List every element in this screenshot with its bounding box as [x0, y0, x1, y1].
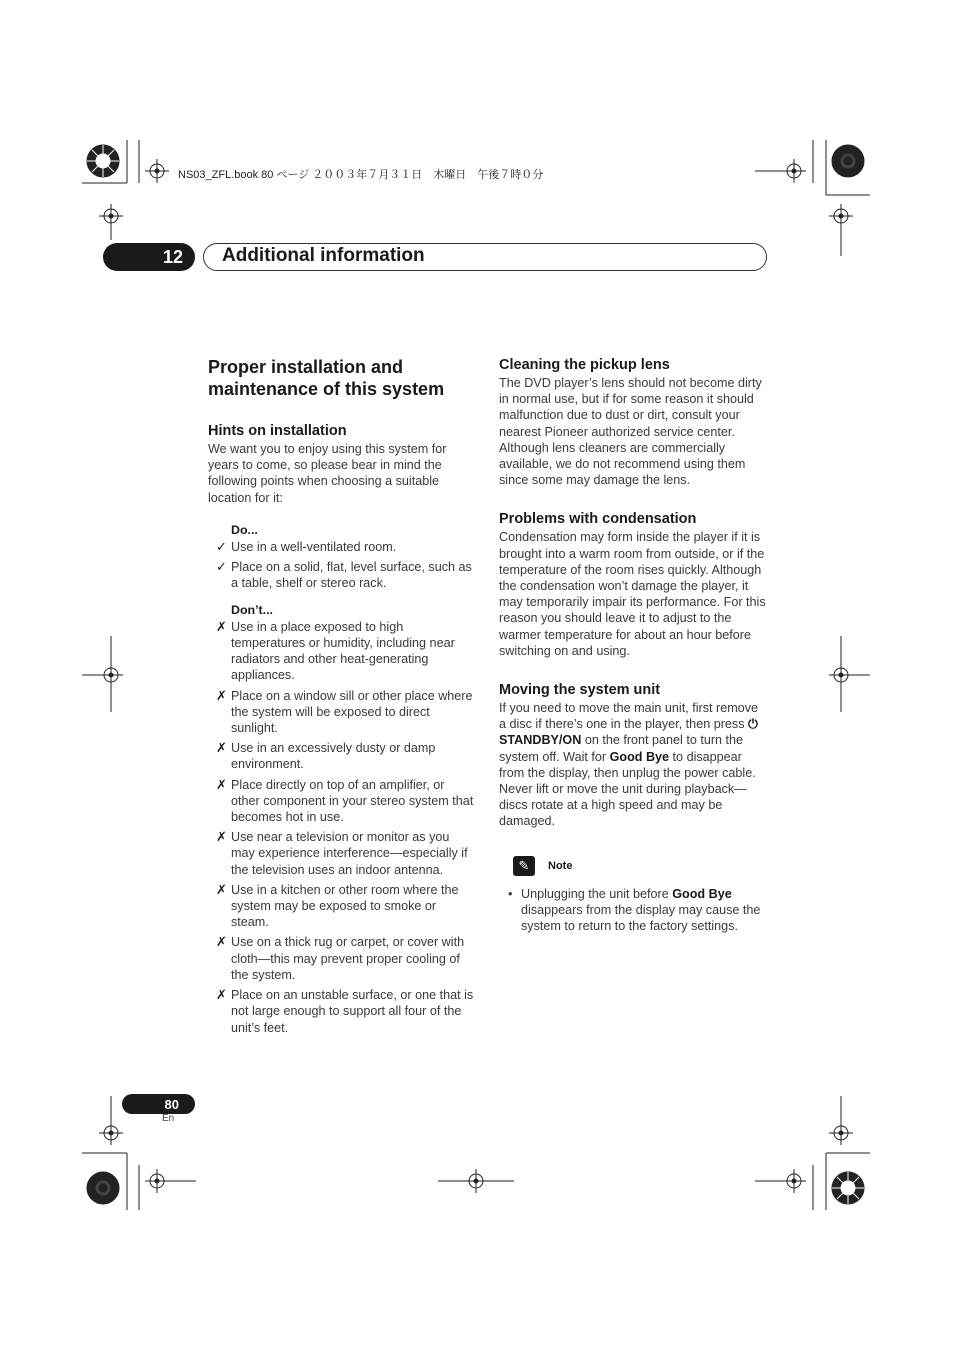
condensation-section — [499, 510, 767, 659]
corner-starburst-top-right — [832, 145, 864, 177]
registration-target-top-2 — [755, 159, 806, 183]
registration-target-top-1 — [145, 159, 169, 183]
note-list — [499, 886, 767, 935]
condensation-heading: Problems with condensation — [499, 511, 697, 528]
cross-icon: ✗ — [216, 987, 227, 1003]
list-item: ✗ Place on an unstable surface, or one that is not large enough to support all four of the unit’s feet. — [216, 987, 474, 1035]
registration-target-bottom-4 — [438, 1169, 514, 1193]
print-header: NS03_ZFL.book 80 ページ ２００３年７月３１日 木曜日 午後７時０分 — [178, 169, 544, 181]
condensation-body: Condensation may form inside the player if it is brought into a warm room from outside, or if the temperature of the room rises quickly. Although the condensation won’t damage the player, it may temporarily impair its performance. For this reason you should leave it to adjust to the warmer temperature for about an hour before switching on and using. — [499, 530, 766, 658]
bullet-icon: • — [508, 886, 513, 901]
hints-heading: Hints on installation — [208, 423, 347, 439]
corner-starburst-bottom-left — [87, 1172, 119, 1204]
list-item: ✗ Use on a thick rug or carpet, or cover with cloth—this may prevent proper cooling of the system. — [216, 934, 465, 982]
check-icon: ✓ — [216, 539, 227, 555]
list-item: ✓ Place on a solid, flat, level surface, such as a table, shelf or stereo rack. — [216, 559, 472, 591]
moving-heading: Moving the system unit — [499, 682, 661, 699]
standby-icon: ⏻ — [748, 717, 758, 732]
cross-icon: ✗ — [216, 934, 227, 950]
list-item: • Unplugging the unit before Good Bye disappears from the display may cause the system to return to the factory settings. — [508, 886, 761, 934]
registration-target-bottom-1 — [99, 1096, 123, 1145]
registration-target-bottom-3 — [145, 1169, 196, 1193]
cross-icon: ✗ — [216, 881, 227, 897]
cleaning-body: The DVD player’s lens should not become dirty in normal use, but if for some reason it should malfunction due to dust or dirt, consult your nearest Pioneer authorized service center. Although lens cleaners are commercially available, we do not recommend using them since some may damage the lens. — [499, 376, 762, 488]
do-list — [208, 539, 476, 592]
list-item: ✓ Use in a well-ventilated room. — [216, 539, 397, 555]
chapter-number-badge — [103, 243, 195, 271]
cross-icon: ✗ — [216, 618, 227, 634]
list-item: ✗ Place on a window sill or other place where the system will be exposed to direct sunlight. — [216, 687, 473, 736]
page-language: En — [162, 1113, 175, 1124]
do-label: Do... — [231, 522, 258, 537]
registration-target-mid-right — [829, 636, 870, 712]
list-item: ✗ Use in a kitchen or other room where the system may be exposed to smoke or steam. — [216, 881, 459, 930]
section-title: Proper installation and maintenance of this system — [208, 357, 445, 399]
corner-starburst-top-left — [87, 145, 119, 177]
cross-icon: ✗ — [216, 776, 227, 792]
left-column — [208, 356, 476, 1040]
standby-label: STANDBY/ON — [499, 733, 582, 748]
chapter-number: 12 — [162, 246, 183, 267]
cross-icon: ✗ — [216, 687, 227, 703]
pencil-icon: ✎ — [513, 856, 535, 876]
chapter-title: Additional information — [222, 245, 425, 266]
cleaning-section — [499, 356, 767, 488]
check-icon: ✓ — [216, 559, 227, 575]
dont-label: Don’t... — [231, 602, 273, 617]
cross-icon: ✗ — [216, 829, 227, 845]
page-number-badge — [122, 1094, 195, 1114]
moving-section — [499, 681, 767, 830]
right-column — [499, 356, 767, 934]
registration-target-bottom-2 — [829, 1096, 853, 1145]
list-item: ✗ Use near a television or monitor as you may experience interference—especially if the television uses an indoor antenna. — [216, 829, 468, 877]
corner-starburst-bottom-right — [832, 1172, 864, 1204]
note-header — [513, 856, 767, 876]
cross-icon: ✗ — [216, 740, 227, 756]
list-item: ✗ Use in a place exposed to high temperatures or humidity, including near radiators and other heat-generating appliances. — [216, 618, 455, 683]
registration-target-bottom-5 — [755, 1169, 806, 1193]
list-item: ✗ Use in an excessively dusty or damp environment. — [216, 740, 436, 772]
cleaning-heading: Cleaning the pickup lens — [499, 357, 670, 373]
registration-target-mid-left — [82, 636, 123, 712]
hints-intro: We want you to enjoy using this system for years to come, so please bear in mind the following points when choosing a suitable location for it: — [208, 442, 447, 505]
note-section — [499, 856, 767, 935]
note-label: Note — [548, 859, 573, 872]
page-number: 80 — [164, 1096, 179, 1112]
moving-body: If you need to move the main unit, first remove a disc if there’s one in the player, then press ⏻ STANDBY/ON on the front panel to turn the system off. Wait for Good Bye to disappear from the display, then unplug the power cable. Never lift or move the unit during playback—discs rotate at a high speed and may be damaged. — [499, 701, 758, 829]
good-bye-label: Good Bye — [609, 749, 670, 764]
list-item: ✗ Place directly on top of an amplifier, or other component in your stereo system that becomes hot in use. — [216, 776, 474, 825]
registration-target-top-4 — [829, 204, 853, 256]
registration-target-top-3 — [99, 204, 123, 240]
dont-list — [208, 619, 476, 1036]
